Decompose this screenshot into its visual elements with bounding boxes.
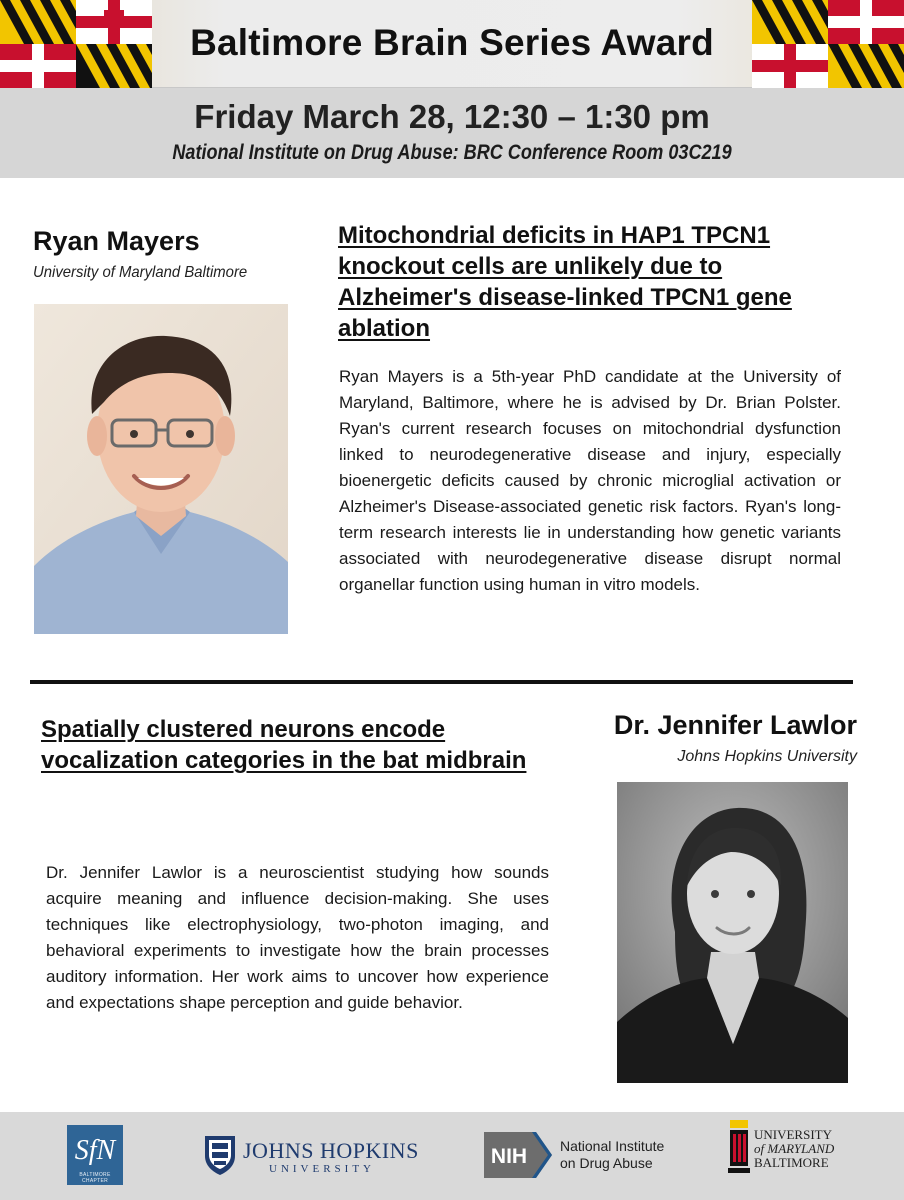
- event-date-time: Friday March 28, 12:30 – 1:30 pm: [194, 98, 710, 135]
- umb-logo-text: [754, 1128, 834, 1170]
- speaker-1-name: Ryan Mayers: [33, 226, 200, 256]
- event-venue: National Institute on Drug Abuse: BRC Conference Room 03C219: [172, 141, 732, 164]
- speaker-1-talk-title: Mitochondrial deficits in HAP1 TPCN1 knockout cells are unlikely due to Alzheimer's disease-linked TPCN1 gene ablation: [338, 222, 792, 342]
- nih-logo-text: [560, 1138, 664, 1172]
- speaker-2-talk-title: Spatially clustered neurons encode vocalization categories in the bat midbrain: [41, 716, 527, 774]
- sfn-baltimore-logo: [67, 1125, 123, 1185]
- jhu-logo-name: JOHNS HOPKINS: [243, 1138, 419, 1163]
- nih-nida-logo: [484, 1132, 664, 1180]
- umb-logo-line1: UNIVERSITY: [754, 1127, 832, 1142]
- speaker-1-affiliation: University of Maryland Baltimore: [33, 264, 248, 281]
- speaker-2-name: Dr. Jennifer Lawlor: [613, 710, 857, 740]
- award-title: Baltimore Brain Series Award: [190, 22, 714, 63]
- speaker-2-bio: Dr. Jennifer Lawlor is a neuroscientist studying how sounds acquire meaning and influence decision-making. She uses techniques like electrophysiology, two-photon imaging, and behavioral experiments to investigate how the brain processes auditory information. Her work aims to uncover how experience and expectations shape perception and guide behavior.: [46, 863, 549, 1012]
- speaker-1-bio: Ryan Mayers is a 5th-year PhD candidate at the University of Maryland, Baltimore, where he is advised by Dr. Brian Polster. Ryan's current research focuses on mitochondrial dysfunction linked to neurodegenerative disease and injury, especially bioenergetic deficits caused by chronic microglial activation or Alzheimer's Disease-associated genetic risk factors. Ryan's long-term research interests lie in understanding how genetic variants associated with neurodegenerative disease disrupt normal organellar function using human in vitro models.: [339, 367, 841, 594]
- nih-badge-text: NIH: [490, 1145, 528, 1168]
- sfn-logo-mark: SfN: [74, 1135, 116, 1166]
- section-divider: [30, 680, 853, 684]
- speaker-2-portrait-photo-icon: [617, 782, 848, 1083]
- umb-shield-icon: [728, 1120, 750, 1182]
- maryland-flag-right-icon: [752, 0, 904, 88]
- event-header: [0, 0, 904, 178]
- speaker-1-portrait-photo-icon: [34, 304, 288, 634]
- sfn-logo-subtitle: BALTIMORE CHAPTER: [79, 1172, 111, 1184]
- umb-logo: [728, 1120, 858, 1192]
- speaker-2-affiliation: Johns Hopkins University: [677, 748, 857, 765]
- nih-logo-line1: National Institute: [560, 1138, 665, 1154]
- jhu-logo-subtitle: UNIVERSITY: [269, 1163, 375, 1175]
- umb-logo-line2: of MARYLAND: [754, 1141, 835, 1156]
- jhu-shield-icon: [203, 1134, 237, 1176]
- umb-logo-line3: BALTIMORE: [754, 1155, 829, 1170]
- maryland-flag-left-icon: [0, 0, 152, 88]
- sponsor-footer: [0, 1112, 904, 1200]
- johns-hopkins-logo: [203, 1134, 419, 1178]
- nih-logo-line2: on Drug Abuse: [560, 1155, 653, 1171]
- header-title-band: [0, 0, 904, 88]
- nih-badge-icon: [484, 1132, 554, 1178]
